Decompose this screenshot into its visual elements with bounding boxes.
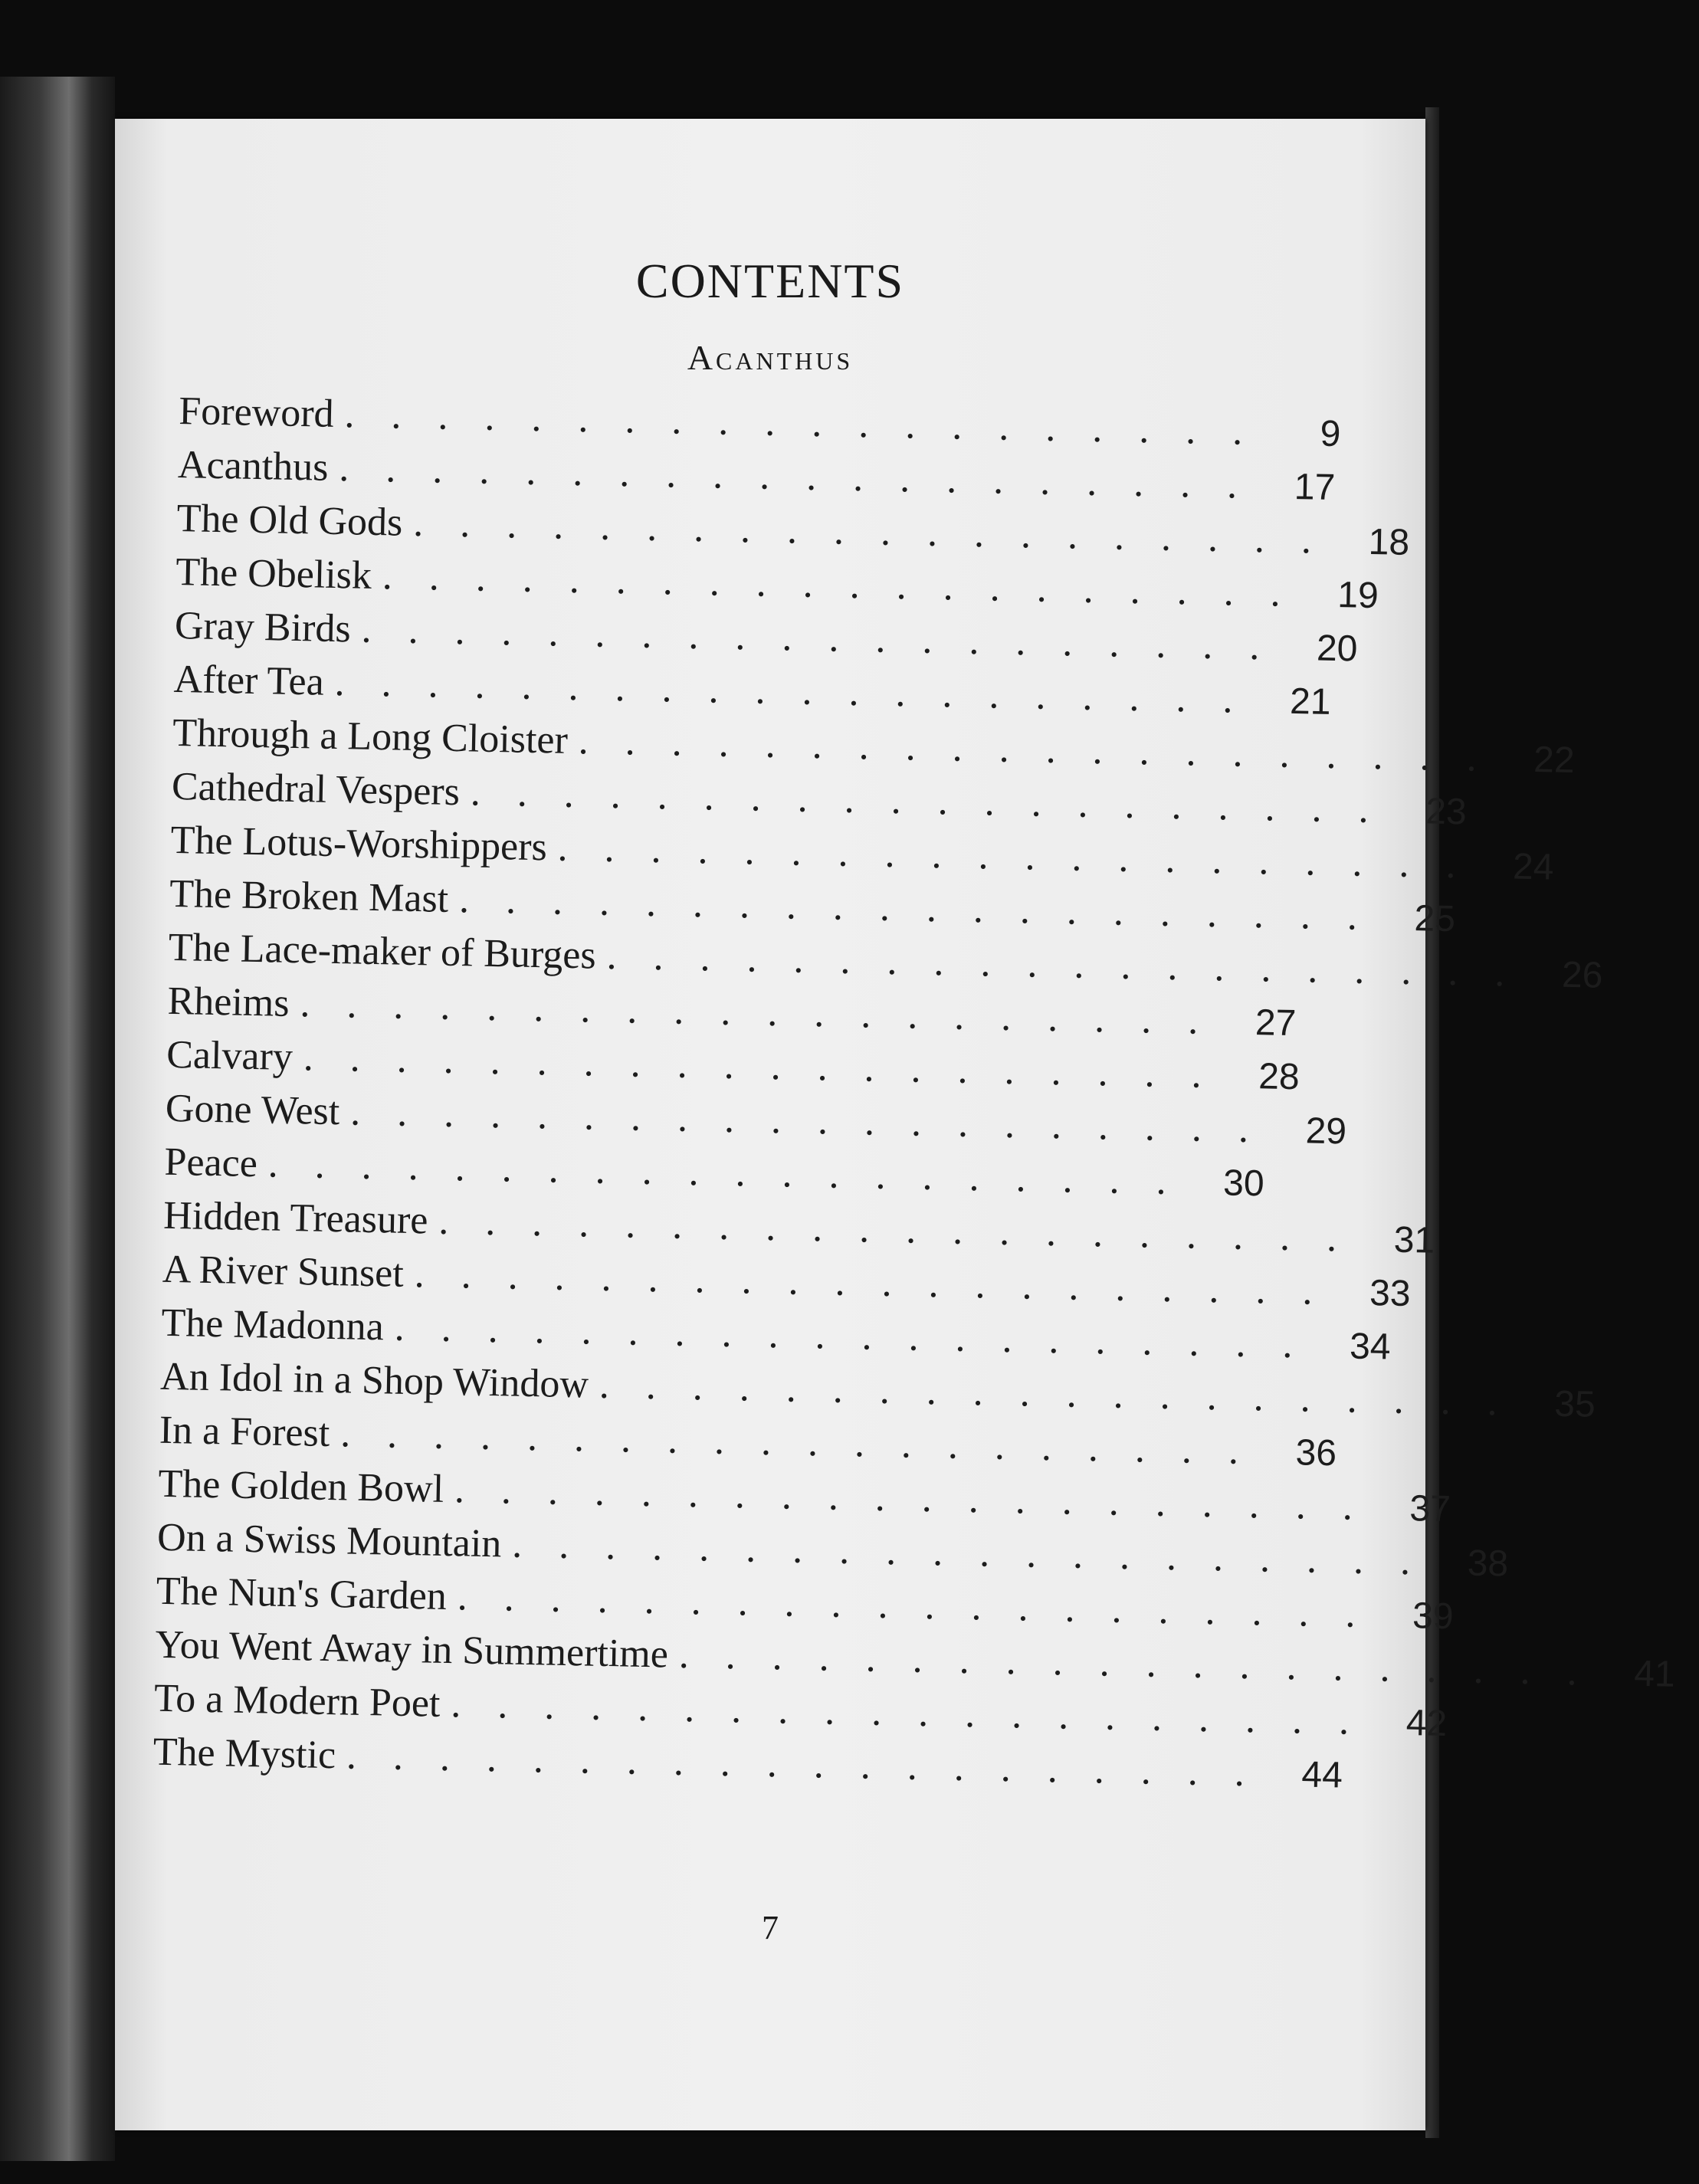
- toc-entry-page: 42: [1405, 1703, 1448, 1745]
- toc-entry-page: 24: [1512, 846, 1554, 888]
- toc-dot-leader: ....................: [394, 1305, 1330, 1368]
- section-heading: Acanthus: [687, 338, 854, 377]
- toc-entry-page: 26: [1561, 954, 1603, 996]
- toc-dot-leader: ....................: [303, 1035, 1239, 1097]
- toc-entry-title: Through a Long Cloister: [172, 710, 569, 762]
- toc-entry-title: The Lace-maker of Burges: [168, 925, 597, 978]
- toc-entry-title: Acanthus: [177, 442, 330, 490]
- toc-entry-title: After Tea: [173, 657, 325, 704]
- toc-dot-leader: ....................: [338, 446, 1274, 508]
- toc-dot-leader: ....................: [458, 877, 1395, 940]
- toc-dot-leader: ....................: [346, 1733, 1282, 1795]
- toc-dot-leader: ....................: [557, 825, 1494, 888]
- toc-dot-leader: ....................: [470, 770, 1406, 832]
- toc-entry-page: 36: [1295, 1432, 1337, 1474]
- toc-entry-page: 39: [1412, 1595, 1455, 1638]
- toc-dot-leader: ....................: [344, 392, 1280, 454]
- toc-entry-title: Foreword: [178, 389, 335, 436]
- toc-entry-title: The Old Gods: [176, 496, 403, 545]
- toc-entry-page: 18: [1368, 521, 1410, 563]
- toc-dot-leader: ....................: [299, 982, 1235, 1044]
- toc-entry-title: Gone West: [165, 1086, 340, 1134]
- toc-entry-page: 44: [1300, 1754, 1343, 1796]
- toc-entry-page: 33: [1369, 1273, 1412, 1315]
- toc-entry-page: 9: [1320, 413, 1341, 455]
- toc-entry-page: 25: [1414, 898, 1456, 940]
- toc-entry-page: 23: [1425, 791, 1468, 833]
- toc-dot-leader: ....................: [382, 554, 1318, 616]
- toc-entry-title: The Golden Bowl: [158, 1461, 444, 1511]
- toc-dot-leader: ....................: [339, 1412, 1276, 1474]
- page-title: CONTENTS: [635, 254, 905, 308]
- toc-dot-leader: ....................: [511, 1522, 1448, 1585]
- toc-entry-page: 35: [1553, 1383, 1596, 1425]
- toc-dot-leader: ....................: [599, 1363, 1535, 1425]
- toc-entry-title: In a Forest: [159, 1408, 330, 1456]
- toc-entry-title: An Idol in a Shop Window: [159, 1354, 589, 1407]
- toc-dot-leader: ....................: [454, 1467, 1390, 1530]
- toc-entry-title: You Went Away in Summertime: [154, 1622, 669, 1677]
- toc-entry-page: 22: [1533, 739, 1576, 782]
- toc-entry-page: 19: [1337, 575, 1379, 617]
- toc-entry-page: 28: [1258, 1056, 1300, 1098]
- toc-entry-title: The Obelisk: [175, 549, 372, 598]
- page-number: 7: [762, 1909, 779, 1946]
- toc-entry-page: 17: [1294, 466, 1336, 508]
- toc-dot-leader: ....................: [450, 1682, 1386, 1744]
- toc-entry-page: 29: [1305, 1110, 1347, 1153]
- toc-dot-leader: ....................: [334, 660, 1271, 723]
- toc-entry-title: Rheims: [167, 979, 290, 1025]
- toc-dot-leader: ....................: [349, 1090, 1286, 1152]
- toc-entry-title: The Nun's Garden: [156, 1569, 448, 1618]
- book-page: [115, 119, 1676, 2130]
- toc-entry-page: 21: [1289, 680, 1332, 723]
- toc-entry-title: The Broken Mast: [169, 871, 449, 921]
- toc-entry-title: The Madonna: [161, 1300, 385, 1349]
- toc-dot-leader: ....................: [414, 1252, 1350, 1314]
- toc-dot-leader: ....................: [457, 1575, 1393, 1637]
- toc-dot-leader: ....................: [678, 1632, 1615, 1695]
- page-edge-right: [1425, 107, 1439, 2138]
- toc-entry-title: Calvary: [166, 1032, 294, 1079]
- table-of-contents: [153, 389, 1676, 1804]
- toc-entry-page: 38: [1467, 1543, 1509, 1585]
- book-spine-left: [0, 77, 115, 2161]
- toc-entry-page: 27: [1255, 1002, 1297, 1044]
- toc-entry-title: Peace: [164, 1140, 258, 1186]
- toc-entry-page: 30: [1222, 1163, 1265, 1205]
- toc-entry-page: 20: [1316, 628, 1358, 670]
- toc-entry-page: 34: [1349, 1326, 1392, 1368]
- toc-dot-leader: ....................: [606, 933, 1542, 996]
- toc-dot-leader: ....................: [578, 719, 1514, 781]
- toc-dot-leader: ....................: [267, 1142, 1204, 1204]
- toc-entry-title: On a Swiss Mountain: [156, 1515, 502, 1566]
- toc-dot-leader: ....................: [361, 607, 1297, 670]
- toc-entry-title: Cathedral Vespers: [171, 764, 461, 815]
- toc-entry-title: To a Modern Poet: [153, 1676, 441, 1726]
- toc-dot-leader: ....................: [438, 1199, 1374, 1261]
- toc-dot-leader: ....................: [412, 500, 1349, 563]
- toc-entry-page: 31: [1393, 1219, 1435, 1261]
- toc-entry-title: Hidden Treasure: [162, 1193, 428, 1243]
- toc-entry-title: Gray Birds: [174, 603, 352, 651]
- toc-entry-page: 41: [1633, 1653, 1676, 1695]
- toc-entry-title: A River Sunset: [162, 1247, 405, 1296]
- toc-entry-title: The Mystic: [153, 1730, 336, 1778]
- toc-entry-title: The Lotus-Worshippers: [170, 818, 548, 870]
- toc-entry-page: 37: [1409, 1488, 1451, 1530]
